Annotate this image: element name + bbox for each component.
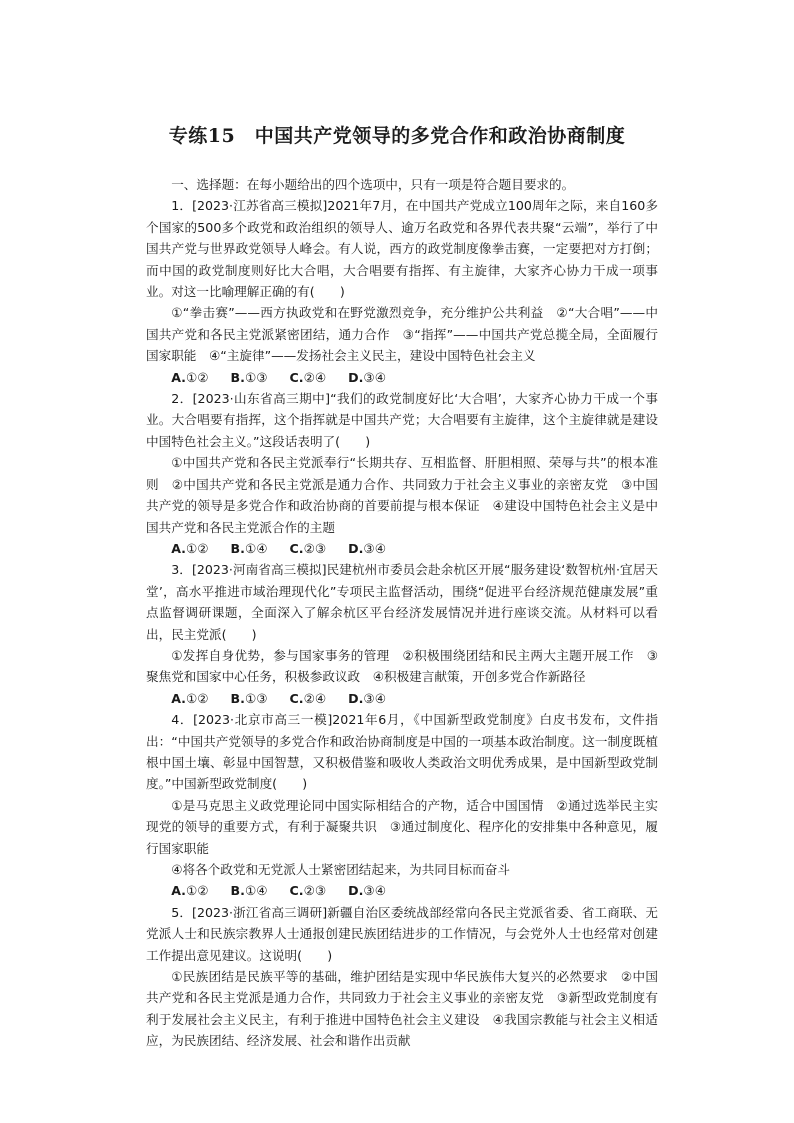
choice-text: ③④ bbox=[363, 369, 386, 385]
choice-text: ②③ bbox=[303, 540, 327, 556]
choice-letter: A. bbox=[171, 540, 186, 556]
choice-text: ②④ bbox=[303, 690, 327, 706]
question-stem: 3．[2023·河南省高三模拟]民建杭州市委员会赴余杭区开展“服务建设‘数智杭州·宜居天堂’，高水平推进市域治理现代化”专项民主监督活动，围绕“促进平台经济规范健康发展”重点监督调研课题，全面深入了解余杭区平台经济发展情况并进行座谈交流。从材料可以看出，民主党派( ) bbox=[146, 562, 658, 642]
answer-choice[interactable] bbox=[231, 367, 268, 388]
question-statements: ①发挥自身优势，参与国家事务的管理 ②积极围绕团结和民主两大主题开展工作 ③聚焦党和国家中心任务，积极参政议政 ④积极建言献策，开创多党合作新路径 bbox=[146, 647, 658, 685]
choice-letter: B. bbox=[230, 540, 245, 556]
choice-text: ②③ bbox=[303, 883, 327, 899]
answer-choice[interactable] bbox=[171, 688, 208, 709]
choice-text: ①④ bbox=[244, 540, 268, 556]
choice-letter: D. bbox=[348, 540, 364, 556]
question-stem: 5．[2023·浙江省高三调研]新疆自治区委统战部经常向各民主党派省委、省工商联、无党派人士和民族宗教界人士通报创建民族团结进步的工作情况，与会党外人士也经常对创建工作提出意见建议。这说明( ) bbox=[146, 904, 658, 963]
choice-letter: D. bbox=[348, 690, 364, 706]
answer-choices bbox=[146, 538, 658, 559]
choice-letter: B. bbox=[230, 690, 245, 706]
answer-choices bbox=[146, 880, 658, 901]
question-3 bbox=[146, 559, 658, 709]
question-4 bbox=[146, 709, 658, 902]
choice-text: ①② bbox=[185, 883, 209, 899]
choice-text: ③④ bbox=[363, 540, 386, 556]
answer-choice[interactable] bbox=[290, 688, 327, 709]
question-2 bbox=[146, 388, 658, 559]
answer-choice[interactable] bbox=[171, 367, 208, 388]
choice-letter: D. bbox=[348, 369, 364, 385]
answer-choice[interactable] bbox=[348, 538, 386, 559]
answer-choice[interactable] bbox=[231, 880, 268, 901]
question-statements: ①民族团结是民族平等的基础，维护团结是实现中华民族伟大复兴的必然要求 ②中国共产党和各民主党派是通力合作，共同致力于社会主义事业的亲密友党 ③新型政党制度有利于发展社会主义民主，有利于推进中国特色社会主义建设 ④我国宗教能与社会主义相适应，为民族团结、经济发展、社会和谐作出贡献 bbox=[146, 969, 658, 1049]
choice-text: ①② bbox=[185, 690, 209, 706]
choice-letter: C. bbox=[289, 690, 304, 706]
question-stem: 2．[2023·山东省高三期中]“我们的政党制度好比‘大合唱’，大家齐心协力干成一个事业。大合唱要有指挥，这个指挥就是中国共产党；大合唱要有主旋律，这个主旋律就是建设中国特色社会主义。”这段话表明了( ) bbox=[146, 391, 658, 449]
choice-letter: C. bbox=[289, 883, 304, 899]
answer-choice[interactable] bbox=[348, 367, 386, 388]
answer-choice[interactable] bbox=[290, 538, 327, 559]
choice-letter: A. bbox=[171, 369, 186, 385]
answer-choice[interactable] bbox=[290, 367, 327, 388]
answer-choice[interactable] bbox=[348, 688, 386, 709]
question-list bbox=[146, 195, 658, 1051]
answer-choice[interactable] bbox=[231, 688, 268, 709]
choice-text: ③④ bbox=[363, 883, 386, 899]
answer-choices bbox=[146, 688, 658, 709]
choice-text: ①② bbox=[185, 369, 209, 385]
choice-letter: B. bbox=[230, 883, 245, 899]
choice-letter: A. bbox=[171, 883, 186, 899]
choice-letter: C. bbox=[289, 369, 304, 385]
question-stem: 1．[2023·江苏省高三模拟]2021年7月，在中国共产党成立100周年之际，来自160多个国家的500多个政党和政治组织的领导人、逾万名政党和各界代表共聚“云端”，举行了中国共产党与世界政党领导人峰会。有人说，西方的政党制度像拳击赛，一定要把对方打倒；而中国的政党制度则好比大合唱，大合唱要有指挥、有主旋律，大家齐心协力干成一项事业。对这一比喻理解正确的有( ) bbox=[146, 198, 658, 300]
choice-text: ①③ bbox=[244, 369, 268, 385]
answer-choice[interactable] bbox=[171, 538, 208, 559]
question-statements: ①是马克思主义政党理论同中国实际相结合的产物，适合中国国情 ②通过选举民主实现党的领导的重要方式，有利于凝聚共识 ③通过制度化、程序化的安排集中各种意见，履行国家职能 bbox=[146, 797, 658, 856]
choice-text: ①④ bbox=[244, 883, 268, 899]
choice-text: ①③ bbox=[244, 690, 268, 706]
question-1 bbox=[146, 195, 658, 388]
answer-choices bbox=[146, 367, 658, 388]
question-statements: ①中国共产党和各民主党派奉行“长期共存、互相监督、肝胆相照、荣辱与共”的根本准则 ②中国共产党和各民主党派是通力合作、共同致力于社会主义事业的亲密友党 ③中国共产党的领导是多党合作和政治协商的首要前提与根本保证 ④建设中国特色社会主义是中国共产党和各民主党派合作的主题 bbox=[146, 455, 658, 535]
question-statements: ①“拳击赛”——西方执政党和在野党激烈竞争，充分维护公共利益 ②“大合唱”——中国共产党和各民主党派紧密团结，通力合作 ③“指挥”——中国共产党总揽全局，全面履行国家职能 ④“主旋律”——发扬社会主义民主，建设中国特色社会主义 bbox=[146, 305, 658, 364]
choice-letter: A. bbox=[171, 690, 186, 706]
choice-letter: C. bbox=[289, 540, 304, 556]
answer-choice[interactable] bbox=[348, 880, 386, 901]
page-title: 专练15 中国共产党领导的多党合作和政治协商制度 bbox=[168, 125, 626, 147]
choice-letter: D. bbox=[348, 883, 364, 899]
answer-choice[interactable] bbox=[231, 538, 268, 559]
section-heading: 一、选择题：在每小题给出的四个选项中，只有一项是符合题目要求的。 bbox=[171, 177, 575, 192]
question-statements: ④将各个政党和无党派人士紧密团结起来，为共同目标而奋斗 bbox=[171, 862, 510, 877]
answer-choice[interactable] bbox=[290, 880, 327, 901]
choice-text: ②④ bbox=[303, 369, 327, 385]
choice-letter: B. bbox=[230, 369, 245, 385]
question-5 bbox=[146, 902, 658, 1052]
choice-text: ①② bbox=[185, 540, 209, 556]
choice-text: ③④ bbox=[363, 690, 386, 706]
question-stem: 4．[2023·北京市高三一模]2021年6月，《中国新型政党制度》白皮书发布，文件指出：“中国共产党领导的多党合作和政治协商制度是中国的一项基本政治制度。这一制度既植根中国土壤、彰显中国智慧，又积极借鉴和吸收人类政治文明优秀成果，是中国新型政党制度。”中国新型政党制度( ) bbox=[146, 712, 658, 792]
document-body bbox=[146, 174, 658, 1052]
answer-choice[interactable] bbox=[171, 880, 208, 901]
